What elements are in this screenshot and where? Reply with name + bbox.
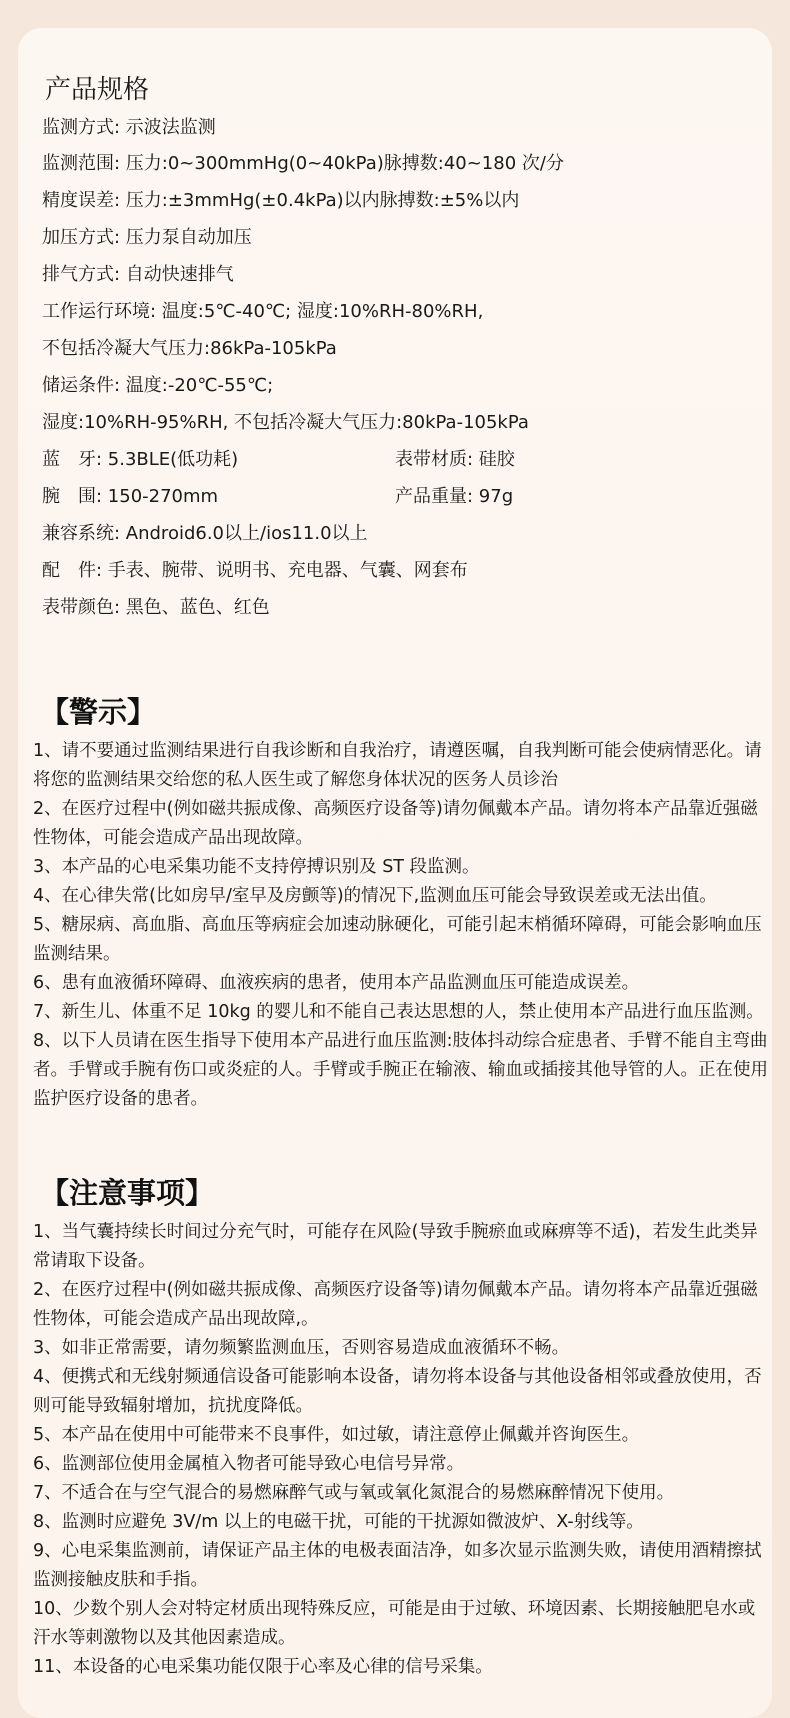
note-item: 9、心电采集监测前，请保证产品主体的电极表面洁净，如多次显示监测失败，请使用酒精擦拭监测接触皮肤和手指。 bbox=[33, 1541, 762, 1590]
specs-title: 产品规格 bbox=[45, 75, 150, 105]
note-item: 8、监测时应避免 3V/m 以上的电磁干扰，可能的干扰源如微波炉、X-射线等。 bbox=[33, 1512, 644, 1532]
spec-method: 监测方式: 示波法监测 bbox=[42, 117, 216, 138]
note-item: 4、便携式和无线射频通信设备可能影响本设备，请勿将本设备与其他设备相邻或叠放使用，否则可能导致辐射增加，抗扰度降低。 bbox=[33, 1367, 762, 1416]
spec-accessories: 配 件: 手表、腕带、说明书、充电器、气囊、网套布 bbox=[42, 560, 468, 581]
note-item: 3、如非正常需要，请勿频繁监测血压，否则容易造成血液循环不畅。 bbox=[33, 1338, 570, 1358]
note-item: 1、当气囊持续长时间过分充气时，可能存在风险(导致手腕瘀血或麻痹等不适)，若发生此类异常请取下设备。 bbox=[33, 1222, 758, 1271]
note-item: 7、不适合在与空气混合的易燃麻醉气或与氧或氧化氮混合的易燃麻醉情况下使用。 bbox=[33, 1483, 675, 1503]
warning-title: 【警示】 bbox=[40, 695, 157, 729]
notes-title: 【注意事项】 bbox=[40, 1176, 215, 1210]
warning-list bbox=[33, 737, 768, 1114]
warning-item: 4、在心律失常(比如房早/室早及房颤等)的情况下,监测血压可能会导致误差或无法出值。 bbox=[33, 886, 717, 906]
note-item: 5、本产品在使用中可能带来不良事件，如过敏，请注意停止佩戴并咨询医生。 bbox=[33, 1425, 640, 1445]
spec-environment-2: 不包括冷凝大气压力:86kPa-105kPa bbox=[42, 338, 337, 359]
spec-wrist: 腕 围: 150-270mm bbox=[42, 486, 219, 507]
spec-compat: 兼容系统: Android6.0以上/ios11.0以上 bbox=[42, 523, 368, 544]
spec-environment-1: 工作运行环境: 温度:5℃-40℃; 湿度:10%RH-80%RH, bbox=[42, 301, 484, 322]
spec-colors: 表带颜色: 黑色、蓝色、红色 bbox=[42, 597, 270, 618]
spec-accuracy: 精度误差: 压力:±3mmHg(±0.4kPa)以内脉搏数:±5%以内 bbox=[42, 190, 520, 211]
spec-strap-material: 表带材质: 硅胶 bbox=[395, 449, 515, 470]
spec-exhaust: 排气方式: 自动快速排气 bbox=[42, 264, 234, 285]
note-item: 2、在医疗过程中(例如磁共振成像、高频医疗设备等)请勿佩戴本产品。请勿将本产品靠近强磁性物体，可能会造成产品出现故障,。 bbox=[33, 1280, 758, 1329]
warning-item: 8、以下人员请在医生指导下使用本产品进行血压监测:肢体抖动综合症患者、手臂不能自主弯曲者。手臂或手腕有伤口或炎症的人。手臂或手腕正在输液、输血或插接其他导管的人。正在使用监护医疗设备的患者。 bbox=[33, 1031, 768, 1109]
spec-pressurize: 加压方式: 压力泵自动加压 bbox=[42, 227, 252, 248]
note-item: 6、监测部位使用金属植入物者可能导致心电信号异常。 bbox=[33, 1454, 465, 1474]
spec-storage-2: 湿度:10%RH-95%RH, 不包括冷凝大气压力:80kPa-105kPa bbox=[42, 412, 529, 433]
warning-item: 3、本产品的心电采集功能不支持停搏识别及 ST 段监测。 bbox=[33, 857, 480, 877]
note-item: 10、少数个别人会对特定材质出现特殊反应，可能是由于过敏、环境因素、长期接触肥皂水或汗水等刺激物以及其他因素造成。 bbox=[33, 1599, 756, 1648]
warning-item: 1、请不要通过监测结果进行自我诊断和自我治疗，请遵医嘱，自我判断可能会使病情恶化。请将您的监测结果交给您的私人医生或了解您身体状况的医务人员诊治 bbox=[33, 741, 762, 790]
warning-item: 6、患有血液循环障碍、血液疾病的患者，使用本产品监测血压可能造成误差。 bbox=[33, 973, 640, 993]
note-item: 11、本设备的心电采集功能仅限于心率及心律的信号采集。 bbox=[33, 1657, 493, 1677]
spec-bluetooth: 蓝 牙: 5.3BLE(低功耗) bbox=[42, 449, 239, 470]
spec-weight: 产品重量: 97g bbox=[395, 486, 514, 507]
spec-range: 监测范围: 压力:0~300mmHg(0~40kPa)脉搏数:40~180 次/分 bbox=[42, 153, 564, 174]
notes-list bbox=[33, 1218, 768, 1682]
spec-storage-1: 储运条件: 温度:-20℃-55℃; bbox=[42, 375, 274, 396]
warning-item: 7、新生儿、体重不足 10kg 的婴儿和不能自己表达思想的人，禁止使用本产品进行血压监测。 bbox=[33, 1002, 764, 1022]
warning-item: 2、在医疗过程中(例如磁共振成像、高频医疗设备等)请勿佩戴本产品。请勿将本产品靠近强磁性物体，可能会造成产品出现故障。 bbox=[33, 799, 758, 848]
warning-item: 5、糖尿病、高血脂、高血压等病症会加速动脉硬化，可能引起末梢循环障碍，可能会影响血压监测结果。 bbox=[33, 915, 762, 964]
